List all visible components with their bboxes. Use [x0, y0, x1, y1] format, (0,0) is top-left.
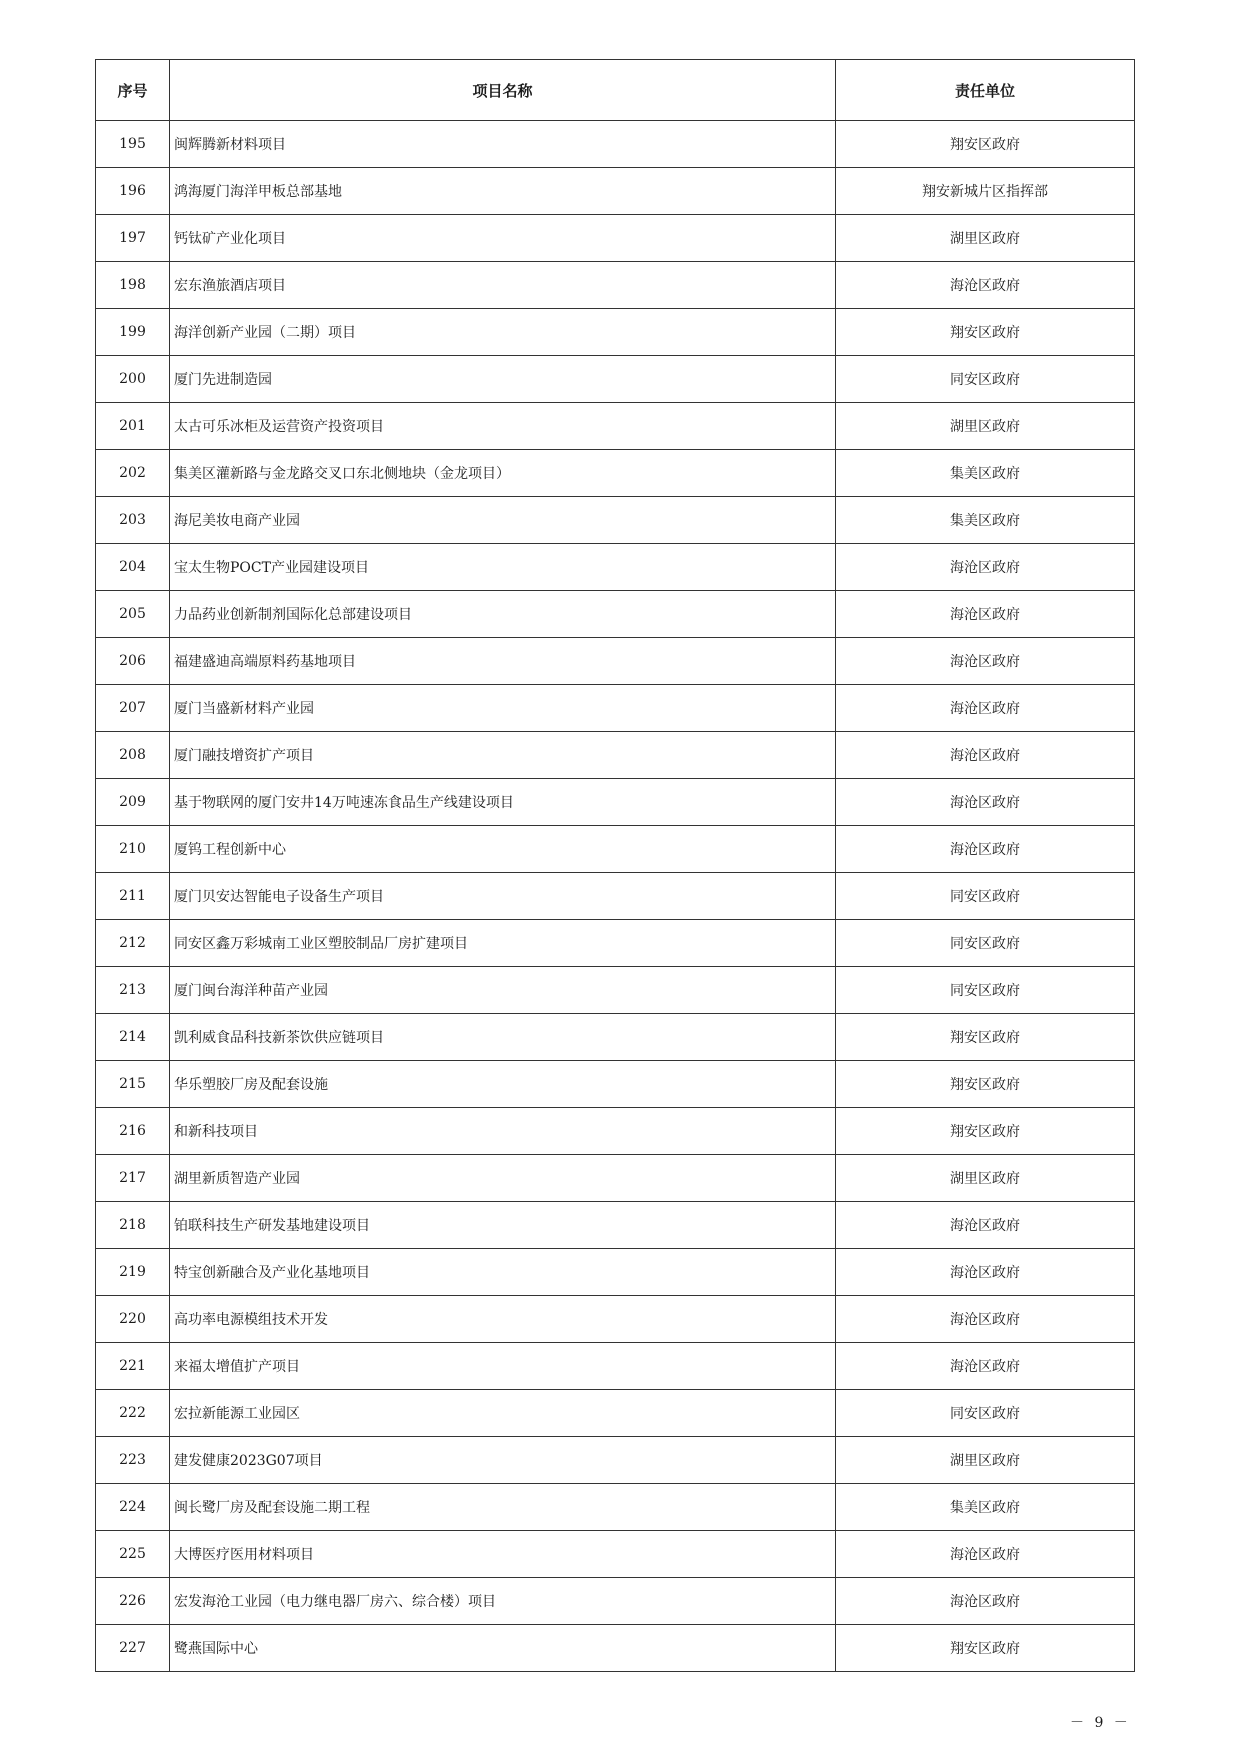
row-project-name: 福建盛迪高端原料药基地项目 — [170, 638, 836, 685]
row-serial-number: 210 — [96, 826, 170, 873]
row-serial-number: 205 — [96, 591, 170, 638]
table-row — [96, 1249, 1135, 1296]
table-header-row — [96, 60, 1135, 121]
row-responsible-unit: 海沧区政府 — [836, 1343, 1135, 1390]
row-project-name: 厦门闽台海洋种苗产业园 — [170, 967, 836, 1014]
row-responsible-unit: 翔安区政府 — [836, 1061, 1135, 1108]
table-row — [96, 121, 1135, 168]
row-responsible-unit: 湖里区政府 — [836, 215, 1135, 262]
row-responsible-unit: 海沧区政府 — [836, 638, 1135, 685]
row-project-name: 鸿海厦门海洋甲板总部基地 — [170, 168, 836, 215]
row-project-name: 来福太增值扩产项目 — [170, 1343, 836, 1390]
table-row — [96, 1531, 1135, 1578]
row-serial-number: 197 — [96, 215, 170, 262]
row-responsible-unit: 海沧区政府 — [836, 1296, 1135, 1343]
row-serial-number: 204 — [96, 544, 170, 591]
row-serial-number: 218 — [96, 1202, 170, 1249]
row-serial-number: 196 — [96, 168, 170, 215]
header-serial-number: 序号 — [96, 60, 170, 121]
table-row — [96, 1296, 1135, 1343]
table-row — [96, 1484, 1135, 1531]
row-responsible-unit: 海沧区政府 — [836, 1578, 1135, 1625]
row-responsible-unit: 湖里区政府 — [836, 1155, 1135, 1202]
table-row — [96, 497, 1135, 544]
row-project-name: 宝太生物POCT产业园建设项目 — [170, 544, 836, 591]
row-project-name: 海洋创新产业园（二期）项目 — [170, 309, 836, 356]
row-project-name: 集美区灌新路与金龙路交叉口东北侧地块（金龙项目） — [170, 450, 836, 497]
row-project-name: 闽长鹭厂房及配套设施二期工程 — [170, 1484, 836, 1531]
row-serial-number: 209 — [96, 779, 170, 826]
project-table — [95, 59, 1135, 1672]
row-serial-number: 202 — [96, 450, 170, 497]
row-serial-number: 195 — [96, 121, 170, 168]
table-row — [96, 1437, 1135, 1484]
row-project-name: 宏东渔旅酒店项目 — [170, 262, 836, 309]
row-project-name: 和新科技项目 — [170, 1108, 836, 1155]
table-row — [96, 1061, 1135, 1108]
row-project-name: 厦门当盛新材料产业园 — [170, 685, 836, 732]
row-serial-number: 201 — [96, 403, 170, 450]
row-serial-number: 198 — [96, 262, 170, 309]
row-serial-number: 213 — [96, 967, 170, 1014]
row-project-name: 钙钛矿产业化项目 — [170, 215, 836, 262]
row-serial-number: 219 — [96, 1249, 170, 1296]
row-serial-number: 214 — [96, 1014, 170, 1061]
table-row — [96, 591, 1135, 638]
table-row — [96, 1343, 1135, 1390]
row-responsible-unit: 同安区政府 — [836, 356, 1135, 403]
row-serial-number: 212 — [96, 920, 170, 967]
row-responsible-unit: 翔安区政府 — [836, 121, 1135, 168]
table-row — [96, 544, 1135, 591]
row-serial-number: 227 — [96, 1625, 170, 1672]
row-project-name: 厦门贝安达智能电子设备生产项目 — [170, 873, 836, 920]
row-responsible-unit: 集美区政府 — [836, 450, 1135, 497]
table-row — [96, 1625, 1135, 1672]
row-project-name: 宏拉新能源工业园区 — [170, 1390, 836, 1437]
row-responsible-unit: 海沧区政府 — [836, 1202, 1135, 1249]
row-responsible-unit: 同安区政府 — [836, 967, 1135, 1014]
table-row — [96, 779, 1135, 826]
row-serial-number: 206 — [96, 638, 170, 685]
row-serial-number: 217 — [96, 1155, 170, 1202]
row-project-name: 基于物联网的厦门安井14万吨速冻食品生产线建设项目 — [170, 779, 836, 826]
row-responsible-unit: 翔安新城片区指挥部 — [836, 168, 1135, 215]
table-row — [96, 873, 1135, 920]
row-responsible-unit: 海沧区政府 — [836, 544, 1135, 591]
row-project-name: 高功率电源模组技术开发 — [170, 1296, 836, 1343]
table-row — [96, 168, 1135, 215]
row-serial-number: 224 — [96, 1484, 170, 1531]
row-responsible-unit: 湖里区政府 — [836, 403, 1135, 450]
table-row — [96, 1202, 1135, 1249]
row-serial-number: 215 — [96, 1061, 170, 1108]
row-serial-number: 225 — [96, 1531, 170, 1578]
row-responsible-unit: 海沧区政府 — [836, 826, 1135, 873]
table-row — [96, 1108, 1135, 1155]
row-responsible-unit: 集美区政府 — [836, 1484, 1135, 1531]
row-serial-number: 226 — [96, 1578, 170, 1625]
table-row — [96, 450, 1135, 497]
table-row — [96, 309, 1135, 356]
row-responsible-unit: 湖里区政府 — [836, 1437, 1135, 1484]
table-row — [96, 215, 1135, 262]
row-project-name: 凯利威食品科技新茶饮供应链项目 — [170, 1014, 836, 1061]
row-responsible-unit: 海沧区政府 — [836, 1249, 1135, 1296]
row-project-name: 海尼美妆电商产业园 — [170, 497, 836, 544]
table-body — [96, 121, 1135, 1672]
row-serial-number: 216 — [96, 1108, 170, 1155]
row-project-name: 厦门融技增资扩产项目 — [170, 732, 836, 779]
row-responsible-unit: 集美区政府 — [836, 497, 1135, 544]
row-serial-number: 203 — [96, 497, 170, 544]
row-responsible-unit: 同安区政府 — [836, 873, 1135, 920]
row-responsible-unit: 翔安区政府 — [836, 1014, 1135, 1061]
row-serial-number: 223 — [96, 1437, 170, 1484]
table-row — [96, 1155, 1135, 1202]
row-project-name: 同安区鑫万彩城南工业区塑胶制品厂房扩建项目 — [170, 920, 836, 967]
row-responsible-unit: 同安区政府 — [836, 920, 1135, 967]
row-responsible-unit: 海沧区政府 — [836, 685, 1135, 732]
row-responsible-unit: 海沧区政府 — [836, 591, 1135, 638]
row-responsible-unit: 翔安区政府 — [836, 309, 1135, 356]
table-row — [96, 685, 1135, 732]
row-responsible-unit: 海沧区政府 — [836, 732, 1135, 779]
header-responsible-unit: 责任单位 — [836, 60, 1135, 121]
row-project-name: 厦门先进制造园 — [170, 356, 836, 403]
table-row — [96, 403, 1135, 450]
row-responsible-unit: 海沧区政府 — [836, 1531, 1135, 1578]
page-number: － 9 － — [1070, 1715, 1131, 1731]
table-row — [96, 1578, 1135, 1625]
table-row — [96, 732, 1135, 779]
row-project-name: 闽辉腾新材料项目 — [170, 121, 836, 168]
table-row — [96, 262, 1135, 309]
row-responsible-unit: 海沧区政府 — [836, 262, 1135, 309]
row-project-name: 铂联科技生产研发基地建设项目 — [170, 1202, 836, 1249]
row-serial-number: 207 — [96, 685, 170, 732]
table-row — [96, 638, 1135, 685]
row-serial-number: 222 — [96, 1390, 170, 1437]
row-project-name: 太古可乐冰柜及运营资产投资项目 — [170, 403, 836, 450]
row-responsible-unit: 翔安区政府 — [836, 1108, 1135, 1155]
header-project-name: 项目名称 — [170, 60, 836, 121]
table-row — [96, 1390, 1135, 1437]
row-responsible-unit: 同安区政府 — [836, 1390, 1135, 1437]
row-project-name: 特宝创新融合及产业化基地项目 — [170, 1249, 836, 1296]
row-serial-number: 200 — [96, 356, 170, 403]
row-serial-number: 199 — [96, 309, 170, 356]
row-serial-number: 208 — [96, 732, 170, 779]
row-project-name: 宏发海沧工业园（电力继电器厂房六、综合楼）项目 — [170, 1578, 836, 1625]
row-project-name: 华乐塑胶厂房及配套设施 — [170, 1061, 836, 1108]
row-project-name: 力品药业创新制剂国际化总部建设项目 — [170, 591, 836, 638]
row-project-name: 鹭燕国际中心 — [170, 1625, 836, 1672]
row-serial-number: 211 — [96, 873, 170, 920]
table-row — [96, 356, 1135, 403]
row-project-name: 建发健康2023G07项目 — [170, 1437, 836, 1484]
row-responsible-unit: 海沧区政府 — [836, 779, 1135, 826]
row-responsible-unit: 翔安区政府 — [836, 1625, 1135, 1672]
table-row — [96, 967, 1135, 1014]
row-serial-number: 220 — [96, 1296, 170, 1343]
row-project-name: 大博医疗医用材料项目 — [170, 1531, 836, 1578]
table-row — [96, 1014, 1135, 1061]
row-serial-number: 221 — [96, 1343, 170, 1390]
table-row — [96, 826, 1135, 873]
row-project-name: 湖里新质智造产业园 — [170, 1155, 836, 1202]
row-project-name: 厦钨工程创新中心 — [170, 826, 836, 873]
table-row — [96, 920, 1135, 967]
